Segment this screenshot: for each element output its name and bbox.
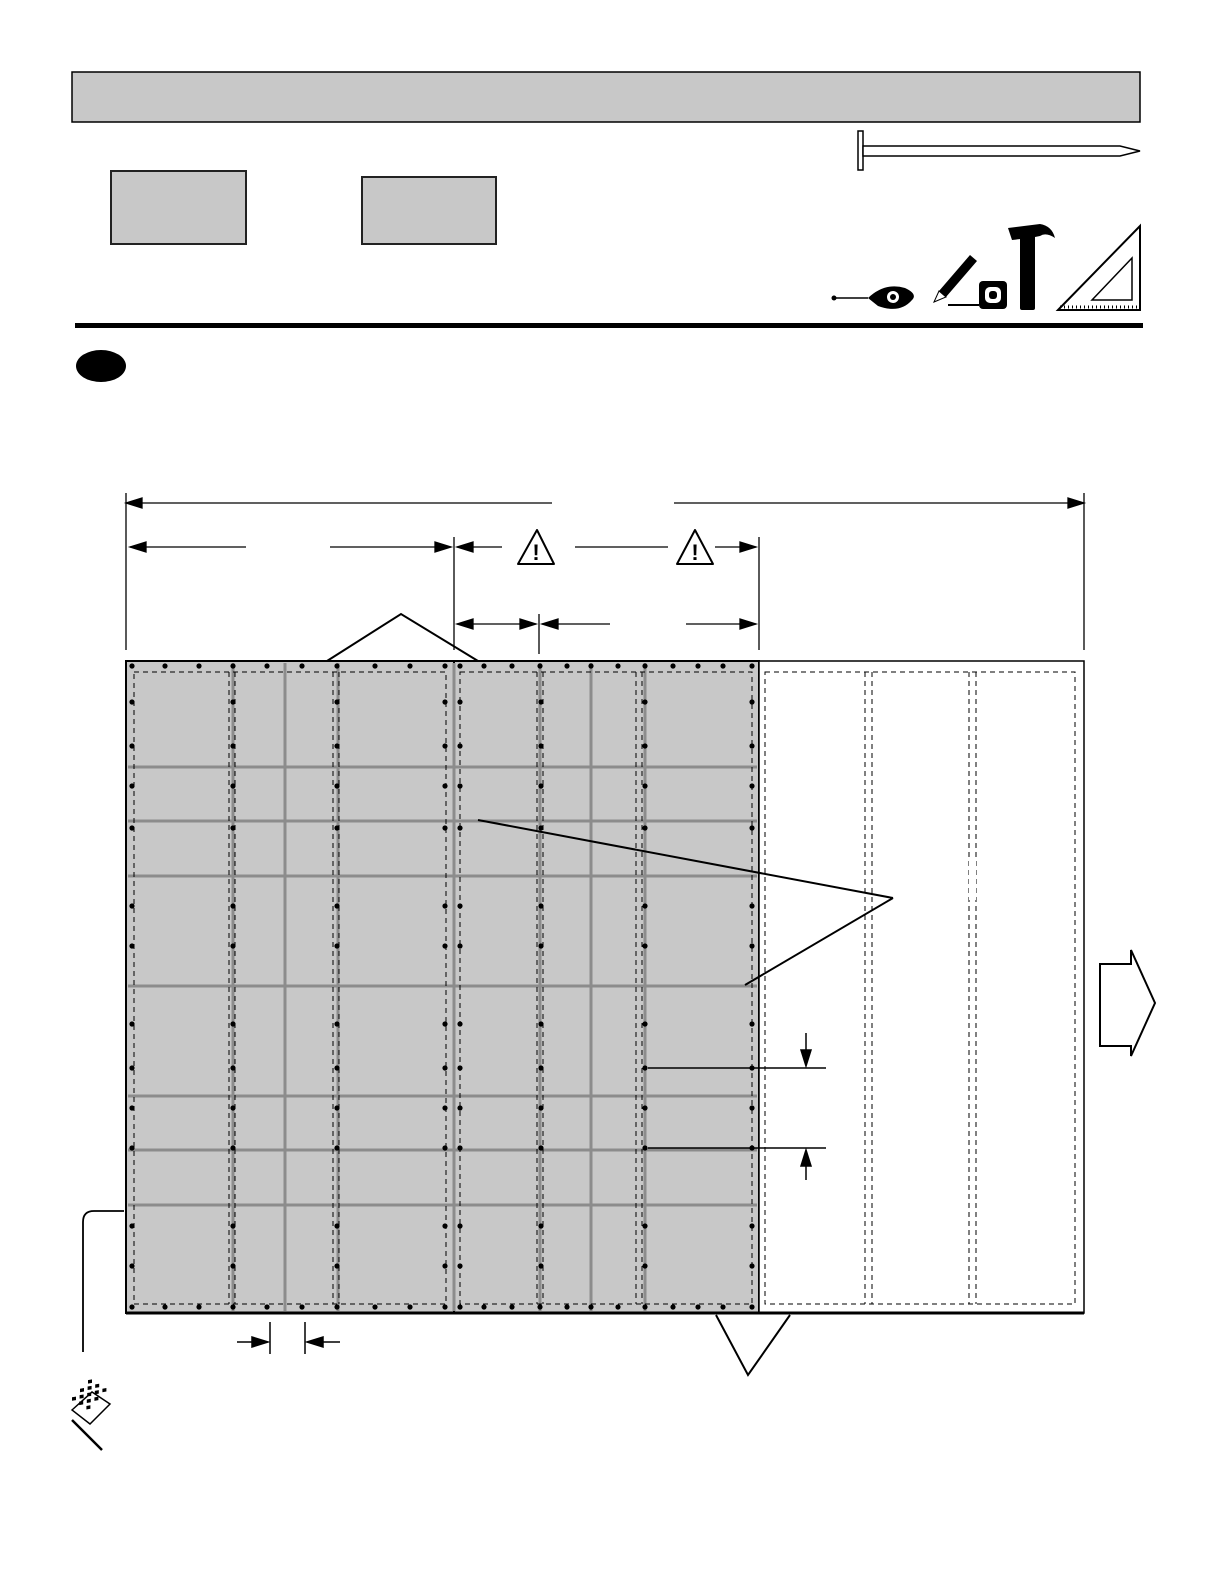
- nail-dot: [457, 1021, 462, 1026]
- nail-dot: [372, 1304, 377, 1309]
- nail-dot: [749, 1304, 754, 1309]
- nail-dot: [642, 1223, 647, 1228]
- nail-dot: [642, 1105, 647, 1110]
- nail-dot: [670, 663, 675, 668]
- nail-dot: [230, 1021, 235, 1026]
- flag-cloth: [72, 1392, 110, 1424]
- nail-dot: [129, 1263, 134, 1268]
- nail-dot: [749, 1263, 754, 1268]
- nail-dot: [538, 943, 543, 948]
- nail-dot: [457, 825, 462, 830]
- nail-dot: [442, 743, 447, 748]
- nail-dot: [457, 903, 462, 908]
- nail-dot: [129, 825, 134, 830]
- nail-dot: [442, 1263, 447, 1268]
- nail-dot: [642, 1065, 647, 1070]
- nail-dot: [334, 1065, 339, 1070]
- nail-dot: [642, 663, 647, 668]
- nail-dot: [457, 1223, 462, 1228]
- speed-square-icon: [1058, 226, 1140, 310]
- nail-dot: [642, 1145, 647, 1150]
- nail-dot: [538, 1145, 543, 1150]
- nail-dot: [588, 663, 593, 668]
- nail-dot: [334, 699, 339, 704]
- nail-dot: [230, 943, 235, 948]
- nail-dot: [538, 1105, 543, 1110]
- nail-dot: [457, 1065, 462, 1070]
- nail-dot: [457, 943, 462, 948]
- nail-dot: [372, 663, 377, 668]
- nail-dot: [749, 663, 754, 668]
- nail-dot: [230, 903, 235, 908]
- warning-triangle-icon: [518, 530, 554, 565]
- pencil-icon: [934, 255, 977, 302]
- nail-dot: [749, 1105, 754, 1110]
- nail-dot: [642, 699, 647, 704]
- part-box-1: [111, 171, 246, 244]
- nail-dot: [129, 1223, 134, 1228]
- nail-dot: [642, 943, 647, 948]
- left-edge-callout-leader: [83, 1211, 124, 1352]
- nail-dot: [442, 1065, 447, 1070]
- header-bar: [72, 72, 1140, 122]
- flag-check: [86, 1405, 90, 1409]
- flag-check: [87, 1392, 91, 1396]
- tape-measure-icon: [948, 281, 1007, 309]
- nail-dot: [749, 943, 754, 948]
- svg-text:!: !: [691, 540, 699, 565]
- nail-dot: [538, 1263, 543, 1268]
- next-page-arrow-icon[interactable]: [1100, 950, 1155, 1056]
- nail-dot: [334, 825, 339, 830]
- nail-dot: [564, 1304, 569, 1309]
- nail-dot: [334, 1263, 339, 1268]
- flag-check: [102, 1388, 106, 1392]
- nail-dot: [564, 663, 569, 668]
- nail-dot: [162, 1304, 167, 1309]
- nail-dot: [749, 1223, 754, 1228]
- nail-dot: [588, 1304, 593, 1309]
- flag-check: [79, 1401, 83, 1405]
- nail-dot: [129, 743, 134, 748]
- nail-dot: [538, 1065, 543, 1070]
- nail-dot: [334, 903, 339, 908]
- nail-dot: [334, 943, 339, 948]
- nail-dot: [538, 699, 543, 704]
- nail-dot: [334, 1105, 339, 1110]
- nail-dot: [457, 783, 462, 788]
- nail-dot: [670, 1304, 675, 1309]
- hammer-icon: [1008, 224, 1055, 310]
- nail-dot: [538, 783, 543, 788]
- nail-dot: [749, 743, 754, 748]
- nail-dot: [442, 1304, 447, 1309]
- flag-check: [80, 1394, 84, 1398]
- nail-dot: [442, 1223, 447, 1228]
- nail-dot: [615, 1304, 620, 1309]
- checkered-flag-icon: [72, 1379, 110, 1450]
- nail-dot: [509, 663, 514, 668]
- nail-dot: [407, 663, 412, 668]
- nail-dot: [129, 1105, 134, 1110]
- nail-dot: [129, 1021, 134, 1026]
- nail-icon: [858, 131, 1140, 170]
- nail-dot: [129, 1145, 134, 1150]
- nail-dot: [230, 743, 235, 748]
- nail-dot: [457, 663, 462, 668]
- nail-dot: [230, 1263, 235, 1268]
- nail-dot: [457, 1304, 462, 1309]
- nail-dot: [695, 663, 700, 668]
- flag-check: [95, 1384, 99, 1388]
- part-box-2: [362, 177, 496, 244]
- panel-3-outline: [759, 661, 1084, 1313]
- nail-dot: [299, 1304, 304, 1309]
- nail-dot: [264, 1304, 269, 1309]
- nail-dot: [442, 903, 447, 908]
- nail-dot: [230, 1145, 235, 1150]
- flag-check: [88, 1379, 92, 1383]
- nail-dot: [442, 1105, 447, 1110]
- flag-check: [80, 1388, 84, 1392]
- nail-dot: [442, 663, 447, 668]
- nail-dot: [537, 1304, 542, 1309]
- nail-dot: [720, 1304, 725, 1309]
- nail-dot: [230, 1223, 235, 1228]
- flag-check: [95, 1390, 99, 1394]
- nail-dot: [334, 663, 339, 668]
- nail-dot: [642, 1021, 647, 1026]
- nail-dot: [457, 743, 462, 748]
- bottom-callout-leader: [716, 1315, 790, 1375]
- nail-dot: [230, 1065, 235, 1070]
- nail-dot: [407, 1304, 412, 1309]
- nail-dot: [334, 1145, 339, 1150]
- nail-dot: [334, 783, 339, 788]
- nail-dot: [457, 699, 462, 704]
- nail-dot: [442, 825, 447, 830]
- nail-dot: [264, 663, 269, 668]
- nail-dot: [457, 1105, 462, 1110]
- warning-triangle-icon: [677, 530, 713, 565]
- nail-dot: [334, 743, 339, 748]
- nail-dot: [642, 743, 647, 748]
- nail-dot: [749, 903, 754, 908]
- nail-dot: [129, 699, 134, 704]
- nail-dot: [230, 663, 235, 668]
- chalk-line-icon: [832, 286, 914, 309]
- stud-spacing-dimension-line: [457, 614, 756, 654]
- nail-dot: [230, 699, 235, 704]
- nail-dot: [230, 1105, 235, 1110]
- nail-dot: [129, 1065, 134, 1070]
- nail-dot: [129, 943, 134, 948]
- flag-check: [87, 1399, 91, 1403]
- nail-dot: [481, 1304, 486, 1309]
- section-divider: [75, 323, 1143, 328]
- second-panel-dimension-line: [457, 537, 759, 650]
- nail-dot: [442, 699, 447, 704]
- nail-dot: [230, 1304, 235, 1309]
- nail-dot: [615, 663, 620, 668]
- nail-dot: [299, 663, 304, 668]
- nail-dot: [642, 1263, 647, 1268]
- nail-dot: [481, 663, 486, 668]
- nail-dot: [642, 783, 647, 788]
- nail-dot: [442, 943, 447, 948]
- nail-dot: [642, 1304, 647, 1309]
- nail-dot: [538, 825, 543, 830]
- nail-dot: [537, 663, 542, 668]
- nail-dot: [442, 1021, 447, 1026]
- svg-text:!: !: [532, 540, 540, 565]
- nail-dot: [334, 1021, 339, 1026]
- flag-check: [94, 1397, 98, 1401]
- nail-dot: [749, 783, 754, 788]
- nail-dot: [538, 1021, 543, 1026]
- nail-dot: [129, 903, 134, 908]
- nail-dot: [162, 663, 167, 668]
- nail-dot: [695, 1304, 700, 1309]
- nail-dot: [230, 825, 235, 830]
- overall-dimension-line: [126, 493, 1084, 650]
- nail-dot: [334, 1223, 339, 1228]
- first-panel-dimension-line: [130, 537, 454, 650]
- nail-dot: [129, 783, 134, 788]
- nail-dot: [457, 1145, 462, 1150]
- nail-dot: [642, 825, 647, 830]
- nail-dot: [442, 1145, 447, 1150]
- flag-check: [88, 1386, 92, 1390]
- nail-dot: [334, 1304, 339, 1309]
- nail-dot: [538, 1223, 543, 1228]
- step-bullet-icon: [76, 350, 126, 382]
- nail-dot: [749, 699, 754, 704]
- flag-check: [72, 1397, 76, 1401]
- edge-gap-dimension: [237, 1322, 340, 1354]
- nail-dot: [749, 825, 754, 830]
- nail-dot: [196, 663, 201, 668]
- nail-dot: [749, 1021, 754, 1026]
- nail-dot: [129, 663, 134, 668]
- nail-dot: [720, 663, 725, 668]
- nail-dot: [509, 1304, 514, 1309]
- nail-dot: [129, 1304, 134, 1309]
- nail-dot: [642, 903, 647, 908]
- top-callout-leader: [327, 614, 478, 661]
- nail-dot: [230, 783, 235, 788]
- nail-dot: [442, 783, 447, 788]
- nail-dot: [538, 903, 543, 908]
- nail-dot: [538, 743, 543, 748]
- nail-dot: [457, 1263, 462, 1268]
- nail-dot: [196, 1304, 201, 1309]
